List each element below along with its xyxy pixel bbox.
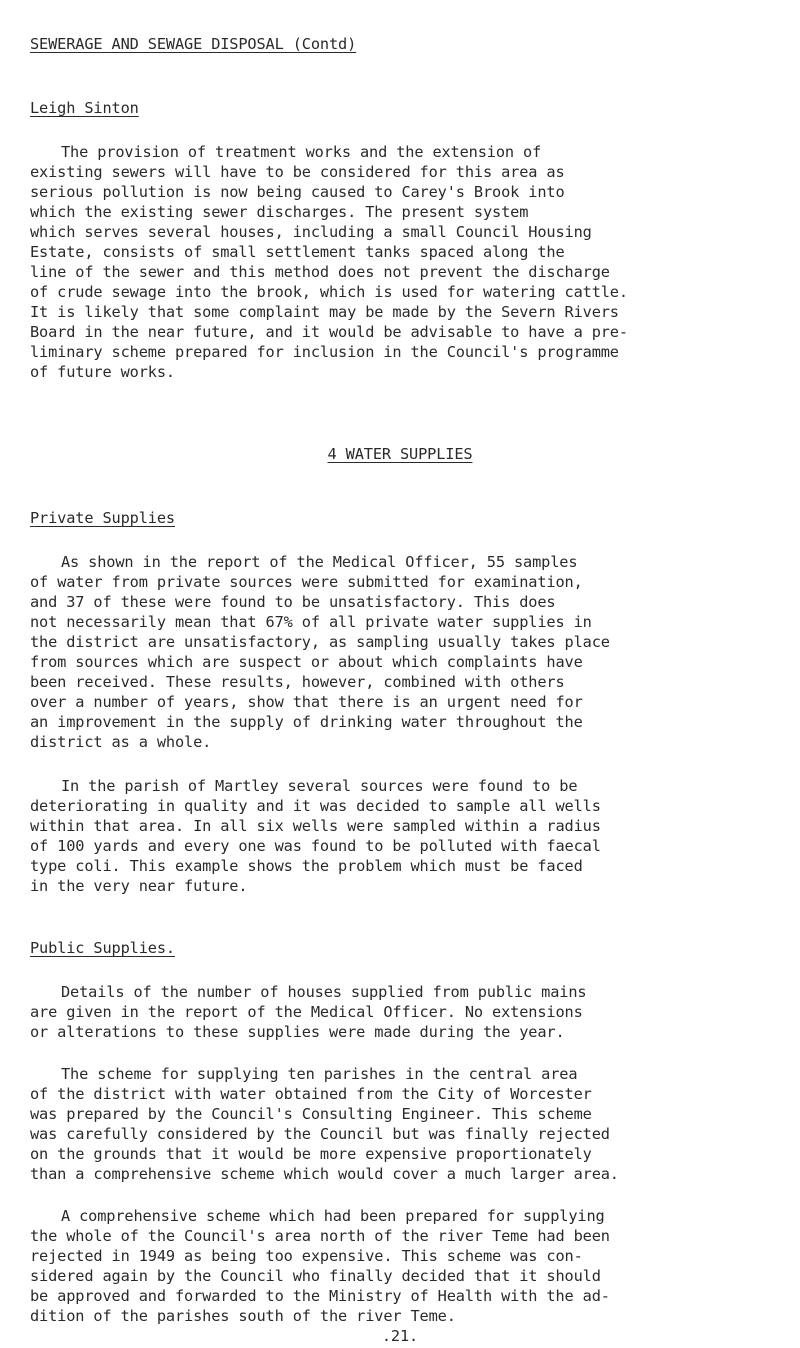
text-line: was carefully considered by the Council but was finally rejected [30,1125,610,1143]
section-title: 4 WATER SUPPLIES [327,445,473,463]
text-line: Details of the number of houses supplied from public mains [61,983,587,1001]
text-line: was prepared by the Council's Consulting Engineer. This scheme [30,1105,592,1123]
text-line: The scheme for supplying ten parishes in the central area [61,1065,578,1083]
text-line: dition of the parishes south of the river Teme. [30,1307,456,1325]
text-line: of crude sewage into the brook, which is used for watering cattle. [30,283,628,301]
text-line: or alterations to these supplies were made during the year. [30,1023,565,1041]
text-line: type coli. This example shows the problem which must be faced [30,857,583,875]
text-line: rejected in 1949 as being too expensive. This scheme was con- [30,1247,583,1265]
text-line: line of the sewer and this method does not prevent the discharge [30,263,610,281]
text-line: the district are unsatisfactory, as sampling usually takes place [30,633,610,651]
text-line: As shown in the report of the Medical Officer, 55 samples [61,553,578,571]
text-line: liminary scheme prepared for inclusion in the Council's programme [30,343,619,361]
text-line: The provision of treatment works and the extension of [61,143,542,161]
text-line: been received. These results, however, combined with others [30,673,565,691]
text-line: be approved and forwarded to the Ministry of Health with the ad- [30,1287,610,1305]
text-line: on the grounds that it would be more expensive proportionately [30,1145,592,1163]
text-line: of future works. [30,363,175,381]
text-line: the whole of the Council's area north of the river Teme had been [30,1227,610,1245]
text-line: existing sewers will have to be considered for this area as [30,163,565,181]
private-supplies-heading: Private Supplies [30,509,175,527]
text-line: Board in the near future, and it would be advisable to have a pre- [30,323,628,341]
text-line: not necessarily mean that 67% of all private water supplies in [30,613,592,631]
text-line: than a comprehensive scheme which would cover a much larger area. [30,1165,619,1183]
page-number: .21. [381,1327,419,1345]
text-line: from sources which are suspect or about which complaints have [30,653,583,671]
text-line: of the district with water obtained from the City of Worcester [30,1085,592,1103]
leigh-sinton-heading: Leigh Sinton [30,99,139,117]
text-line: of water from private sources were submitted for examination, [30,573,583,591]
text-line: in the very near future. [30,877,248,895]
text-line: serious pollution is now being caused to Carey's Brook into [30,183,565,201]
page-header: SEWERAGE AND SEWAGE DISPOSAL (Contd) [30,35,357,53]
text-line: It is likely that some complaint may be made by the Severn Rivers [30,303,619,321]
text-line: sidered again by the Council who finally decided that it should [30,1267,601,1285]
text-line: within that area. In all six wells were sampled within a radius [30,817,601,835]
text-line: In the parish of Martley several sources were found to be [61,777,578,795]
text-line: of 100 yards and every one was found to be polluted with faecal [30,837,601,855]
text-line: Estate, consists of small settlement tanks spaced along the [30,243,565,261]
text-line: deteriorating in quality and it was decided to sample all wells [30,797,601,815]
text-line: district as a whole. [30,733,212,751]
text-line: which serves several houses, including a small Council Housing [30,223,592,241]
text-line: an improvement in the supply of drinking water throughout the [30,713,583,731]
public-supplies-heading: Public Supplies. [30,939,175,957]
text-line: and 37 of these were found to be unsatisfactory. This does [30,593,556,611]
text-line: are given in the report of the Medical Officer. No extensions [30,1003,583,1021]
text-line: which the existing sewer discharges. The present system [30,203,529,221]
text-line: over a number of years, show that there is an urgent need for [30,693,583,711]
text-line: A comprehensive scheme which had been prepared for supplying [61,1207,605,1225]
